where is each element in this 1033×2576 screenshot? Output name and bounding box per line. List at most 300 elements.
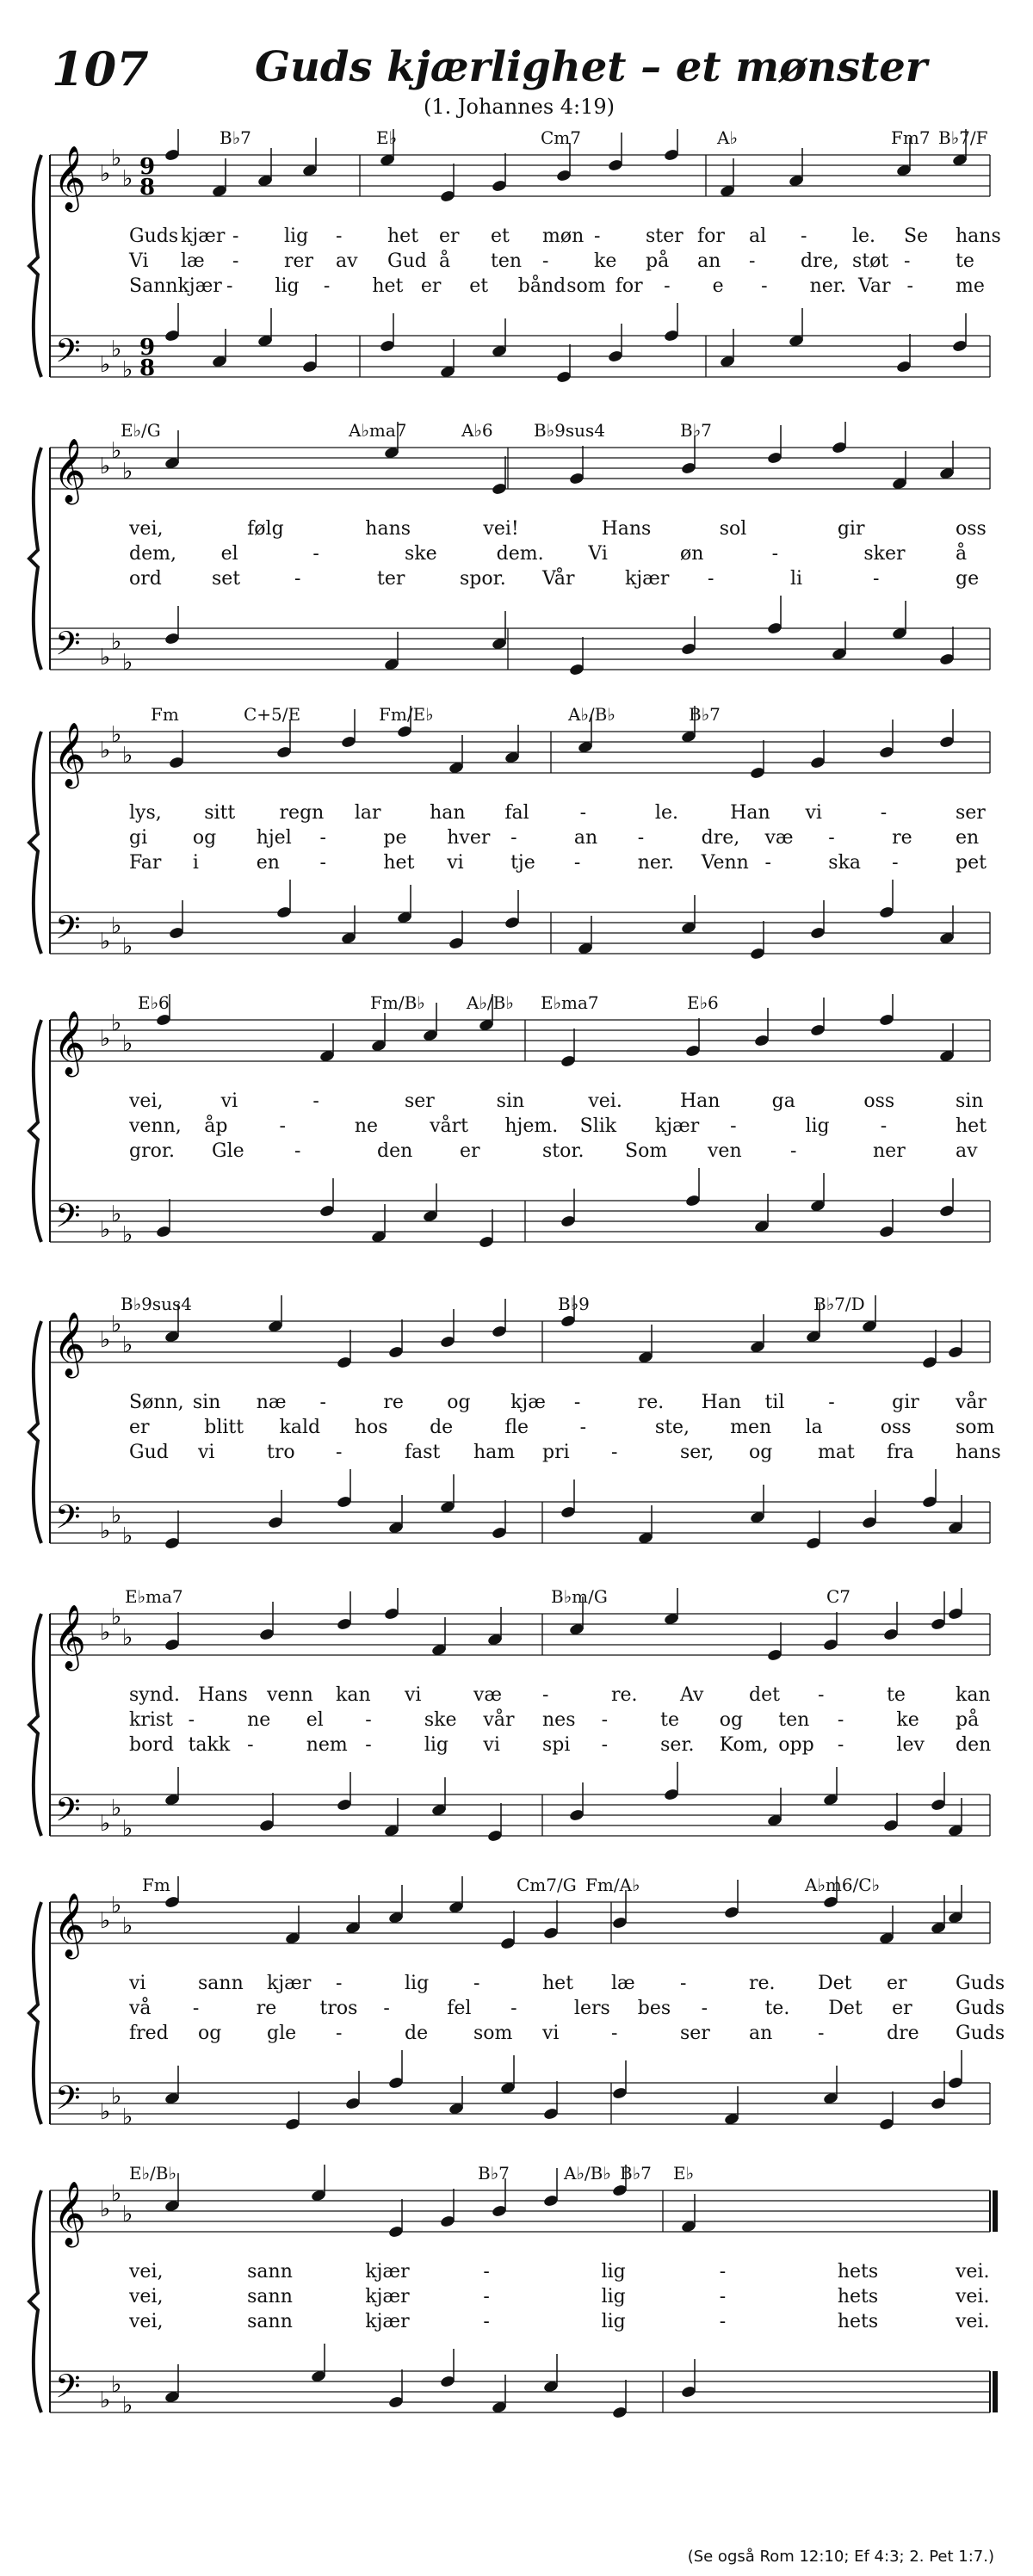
lyric-syllable: den	[956, 1734, 992, 1756]
chord-symbol: E♭/B♭	[129, 2163, 176, 2184]
lyric-syllable: hets	[837, 2261, 879, 2283]
lyric-syllable: re.	[749, 1973, 776, 1994]
chord-symbol: B♭9sus4	[534, 420, 605, 441]
lyric-syllable: vei,	[129, 518, 164, 540]
lyric-syllable: de	[430, 1417, 454, 1438]
bass-note	[285, 2091, 301, 2131]
lyric-syllable: læ	[181, 250, 205, 272]
lyric-syllable: nem	[306, 1734, 348, 1756]
note	[810, 998, 826, 1037]
bass-note	[638, 1505, 654, 1545]
svg-text:♭: ♭	[100, 1908, 111, 1934]
lyric-syllable: re	[256, 1998, 277, 2019]
svg-text:♭: ♭	[100, 1620, 111, 1646]
lyric-syllable: -	[510, 827, 517, 849]
bass-key-signature	[100, 2084, 133, 2130]
lyric-syllable: kjær	[365, 2286, 410, 2307]
note	[440, 1309, 456, 1349]
chord-symbol: B♭7	[220, 127, 251, 148]
note	[879, 994, 895, 1027]
treble-staff	[50, 732, 990, 773]
svg-text:♭: ♭	[111, 629, 122, 655]
svg-text:8: 8	[139, 355, 156, 381]
lyric-syllable: oss	[880, 1417, 912, 1438]
lyric-syllable: me	[956, 275, 985, 297]
lyric-syllable: vi	[198, 1442, 215, 1463]
svg-text:♭: ♭	[111, 1893, 122, 1918]
bass-note	[337, 1469, 353, 1509]
bass-clef-icon: 𝄢	[55, 1196, 81, 1243]
bass-key-signature	[100, 337, 133, 383]
lyric-syllable: -	[611, 2023, 618, 2044]
svg-text:♭: ♭	[122, 357, 133, 383]
lyric-syllable: lig	[601, 2311, 626, 2332]
treble-clef-icon: 𝄞	[53, 439, 86, 503]
svg-text:♭: ♭	[100, 1811, 111, 1837]
lyric-syllable: -	[336, 225, 343, 247]
lyric-syllable: -	[837, 1734, 844, 1756]
lyric-syllable: sann	[247, 2286, 293, 2307]
lyric-syllable: vei.	[956, 2286, 990, 2307]
lyric-syllable: la	[805, 1417, 823, 1438]
treble-staff	[50, 2190, 990, 2232]
lyric-syllable: re	[892, 827, 912, 849]
note	[569, 446, 585, 485]
chord-symbol: E♭	[376, 127, 398, 148]
lyric-syllable: vei,	[129, 1090, 164, 1112]
bass-note	[569, 637, 585, 676]
bass-clef-icon: 𝄢	[55, 331, 81, 378]
system-brace	[29, 1614, 41, 1836]
lyric-syllable: -	[828, 1392, 835, 1413]
bass-note	[810, 900, 826, 940]
svg-text:♭: ♭	[122, 1523, 133, 1549]
chord-symbol: B♭7	[680, 420, 712, 441]
svg-text:♭: ♭	[122, 1031, 133, 1057]
lyric-syllable: nes	[542, 1709, 576, 1731]
lyric-syllable: kald	[279, 1417, 321, 1438]
svg-text:♭: ♭	[122, 2104, 133, 2130]
lyric-syllable: tros	[319, 1998, 358, 2019]
chord-symbol: B♭7	[689, 704, 721, 725]
lyric-syllable: Guds	[956, 1998, 1005, 2019]
lyric-syllable: lig	[601, 2261, 626, 2283]
treble-clef-icon: 𝄞	[53, 1605, 86, 1669]
note	[371, 1013, 387, 1053]
note	[922, 1330, 938, 1369]
lyric-syllable: kjær	[365, 2261, 410, 2283]
bass-note	[479, 1209, 495, 1249]
note	[388, 1885, 405, 1924]
chord-symbol: Fm7	[891, 127, 931, 148]
lyric-syllable: -	[828, 827, 835, 849]
note	[302, 138, 319, 177]
lyric-syllable: fal	[504, 802, 529, 824]
lyric-syllable: ten	[778, 1709, 810, 1731]
chord-symbol: A♭m6/C♭	[805, 1875, 881, 1895]
lyric-syllable: -	[226, 275, 233, 297]
bass-note	[302, 334, 319, 374]
lyric-syllable: å	[956, 543, 968, 565]
lyric-syllable: oss	[863, 1090, 895, 1112]
lyric-syllable: kjær	[177, 275, 222, 297]
bass-note	[939, 627, 956, 666]
bass-note	[608, 324, 624, 363]
treble-staff	[50, 1614, 990, 1655]
bass-note	[879, 1199, 895, 1239]
lyric-syllable: bord	[129, 1734, 174, 1756]
lyric-syllable: gror.	[129, 1140, 175, 1162]
bass-note	[543, 2081, 560, 2121]
lyric-syllable: ke	[594, 250, 617, 272]
lyric-syllable: li	[790, 568, 803, 590]
lyric-syllable: Guds	[956, 2023, 1005, 2044]
bass-note	[492, 318, 508, 358]
lyric-syllable: te	[956, 250, 974, 272]
svg-text:♭: ♭	[122, 1222, 133, 1248]
lyric-syllable: støt	[852, 250, 889, 272]
lyric-syllable: Vi	[588, 543, 608, 565]
note	[388, 2199, 405, 2239]
svg-text:♭: ♭	[122, 934, 133, 960]
lyric-syllable: rer	[284, 250, 314, 272]
bass-note	[750, 1485, 766, 1524]
note	[750, 1314, 766, 1354]
note	[939, 441, 956, 480]
treble-staff	[50, 155, 990, 196]
lyric-syllable: Var	[858, 275, 891, 297]
lyric-syllable: le.	[852, 225, 876, 247]
chord-symbol: A♭/B♭	[564, 2163, 611, 2184]
svg-text:♭: ♭	[100, 2099, 111, 2125]
lyric-syllable: -	[701, 1998, 708, 2019]
note	[448, 1876, 465, 1914]
svg-text:♭: ♭	[100, 352, 111, 378]
note	[681, 436, 697, 475]
note	[448, 735, 465, 775]
svg-text:♭: ♭	[100, 2388, 111, 2413]
lyric-syllable: -	[771, 543, 779, 565]
lyric-syllable: krist	[129, 1709, 174, 1731]
lyric-syllable: -	[294, 1140, 301, 1162]
note	[664, 129, 680, 162]
treble-time-signature: 9	[139, 154, 156, 180]
music-system	[0, 1876, 1033, 2169]
svg-text:♭: ♭	[122, 1913, 133, 1939]
lyric-syllable: -	[483, 2286, 490, 2307]
lyric-syllable: -	[319, 852, 326, 874]
lyric-syllable: pri	[542, 1442, 570, 1463]
lyric-syllable: Hans	[198, 1684, 248, 1706]
lyric-syllable: Gud	[387, 250, 427, 272]
svg-text:♭: ♭	[111, 1795, 122, 1821]
lyric-syllable: het	[372, 275, 404, 297]
note	[492, 1299, 508, 1338]
treble-key-signature	[100, 1604, 133, 1651]
bass-note	[685, 1168, 702, 1208]
lyric-syllable: -	[232, 250, 239, 272]
lyric-syllable: -	[818, 2023, 825, 2044]
svg-text:♭: ♭	[111, 337, 122, 362]
lyric-syllable: hver	[447, 827, 491, 849]
system-brace	[29, 1902, 41, 2124]
bass-note	[487, 1803, 504, 1843]
lyric-syllable: væ	[764, 827, 794, 849]
lyric-syllable: -	[719, 2286, 727, 2307]
bass-note	[448, 911, 465, 950]
bass-note	[156, 1199, 172, 1239]
bass-staff	[50, 1795, 990, 1836]
lyric-syllable: Sønn,	[129, 1392, 184, 1413]
lyric-syllable: -	[473, 1973, 480, 1994]
svg-text:♭: ♭	[111, 438, 122, 464]
bass-note	[681, 895, 697, 935]
lyric-syllable: bes	[637, 1998, 671, 2019]
svg-text:♭: ♭	[100, 645, 111, 670]
system-brace	[29, 2190, 41, 2412]
lyric-syllable: -	[680, 1973, 687, 1994]
bass-note	[380, 313, 396, 353]
lyric-syllable: kjær	[267, 1973, 312, 1994]
chord-symbol: E♭	[673, 2163, 695, 2184]
note	[724, 1880, 740, 1919]
note	[492, 456, 508, 496]
treble-key-signature	[100, 722, 133, 769]
lyric-syllable: -	[637, 827, 645, 849]
bass-clef-icon: 𝄢	[55, 2367, 81, 2413]
chord-symbol: B♭9sus4	[121, 1294, 192, 1314]
treble-key-signature	[100, 2181, 133, 2227]
lyric-syllable: -	[579, 802, 587, 824]
note	[767, 425, 783, 465]
lyric-syllable: -	[336, 1442, 343, 1463]
note	[440, 164, 456, 203]
lyric-syllable: sann	[247, 2261, 293, 2283]
lyric-syllable: vi	[220, 1090, 238, 1112]
bass-note	[500, 2055, 516, 2095]
svg-text:♭: ♭	[111, 145, 122, 171]
lyric-syllable: å	[439, 250, 451, 272]
lyric-syllable: -	[880, 1115, 888, 1137]
note	[257, 148, 274, 188]
lyric-syllable: og	[192, 827, 217, 849]
chord-symbol: A♭ma7	[349, 420, 407, 441]
lyric-syllable: ham	[473, 1442, 516, 1463]
bass-note	[724, 2086, 740, 2126]
lyric-syllable: i	[192, 852, 199, 874]
lyric-syllable: gle	[267, 2023, 297, 2044]
lyric-syllable: ska	[828, 852, 862, 874]
lyric-syllable: vei.	[956, 2261, 990, 2283]
bass-time-signature: 9	[139, 335, 156, 361]
bass-note	[823, 1767, 839, 1807]
lyric-syllable: re	[383, 1392, 404, 1413]
bass-note	[767, 1788, 783, 1827]
lyric-syllable: -	[904, 250, 911, 272]
svg-text:♭: ♭	[122, 2393, 133, 2418]
bass-note	[952, 313, 968, 353]
bass-note	[337, 1772, 353, 1812]
bass-note	[164, 1767, 181, 1807]
lyric-syllable: lar	[354, 802, 381, 824]
footnote: (Se også Rom 12:10; Ef 4:3; 2. Pet 1:7.)	[687, 2548, 994, 2566]
system-brace	[29, 732, 41, 954]
lyric-syllable: sin	[192, 1392, 221, 1413]
note	[543, 1900, 560, 1940]
bass-key-signature	[100, 1503, 133, 1549]
lyric-syllable: lig	[405, 1973, 430, 1994]
lyric-syllable: ser,	[680, 1442, 714, 1463]
lyric-syllable: -	[837, 1709, 844, 1731]
lyric-syllable: lig	[284, 225, 309, 247]
lyric-syllable: -	[336, 1973, 343, 1994]
lyric-syllable: vei,	[129, 2286, 164, 2307]
note	[681, 2194, 697, 2233]
lyric-syllable: ner.	[809, 275, 846, 297]
lyric-syllable: hjem.	[504, 1115, 559, 1137]
note	[500, 1911, 516, 1950]
lyric-syllable: vei,	[129, 2261, 164, 2283]
music-system	[0, 1588, 1033, 1881]
lyric-syllable: kjæ	[510, 1392, 546, 1413]
lyric-syllable: sann	[198, 1973, 244, 1994]
lyric-syllable: gi	[129, 827, 148, 849]
svg-text:♭: ♭	[111, 1010, 122, 1036]
note	[560, 1029, 577, 1068]
bass-note	[664, 1762, 680, 1801]
lyric-syllable: set	[212, 568, 241, 590]
svg-text:♭: ♭	[100, 454, 111, 479]
bass-note	[922, 1469, 938, 1509]
chord-symbol: A♭/B♭	[467, 992, 514, 1013]
lyric-syllable: -	[708, 568, 714, 590]
note	[879, 720, 895, 759]
lyric-syllable: el	[306, 1709, 324, 1731]
lyric-syllable: ske	[405, 543, 437, 565]
bass-note	[276, 880, 293, 919]
treble-key-signature	[100, 438, 133, 485]
lyric-syllable: en	[256, 852, 280, 874]
hymn-title: Guds kjærlighet – et mønster	[255, 43, 928, 91]
chord-symbol: A♭6	[461, 420, 493, 441]
note	[487, 1607, 504, 1646]
lyric-syllable: -	[365, 1734, 372, 1756]
lyric-syllable: -	[611, 1442, 618, 1463]
lyric-syllable: -	[542, 250, 549, 272]
bass-key-signature	[100, 1202, 133, 1248]
bass-note	[939, 905, 956, 945]
bass-note	[492, 2375, 508, 2414]
lyric-syllable: tro	[267, 1442, 295, 1463]
lyric-syllable: til	[764, 1392, 785, 1413]
note	[720, 158, 736, 198]
lyric-syllable: vi	[405, 1684, 422, 1706]
note	[948, 1885, 964, 1924]
note	[823, 1612, 839, 1652]
lyric-syllable: vi	[129, 1973, 146, 1994]
lyric-syllable: an	[749, 2023, 773, 2044]
bass-note	[754, 1194, 770, 1233]
svg-text:♭: ♭	[100, 1026, 111, 1052]
svg-text:♭: ♭	[100, 1217, 111, 1243]
treble-key-signature	[100, 1312, 133, 1358]
lyric-syllable: åp	[204, 1115, 228, 1137]
note	[939, 709, 956, 749]
bass-note	[257, 308, 274, 348]
bass-note	[492, 611, 508, 651]
bass-note	[948, 1798, 964, 1838]
bass-note	[311, 2344, 327, 2383]
lyric-syllable: sitt	[204, 802, 236, 824]
lyric-syllable: -	[892, 852, 899, 874]
lyric-syllable: -	[323, 275, 331, 297]
lyric-syllable: -	[279, 1115, 286, 1137]
lyric-syllable: -	[336, 2023, 343, 2044]
svg-text:♭: ♭	[111, 913, 122, 939]
lyric-syllable: re.	[637, 1392, 665, 1413]
lyric-syllable: men	[730, 1417, 772, 1438]
lyric-syllable: er	[887, 1973, 907, 1994]
lyric-syllable: en	[956, 827, 980, 849]
lyric-syllable: er	[439, 225, 460, 247]
bass-staff	[50, 336, 990, 377]
note	[931, 1591, 947, 1631]
note	[608, 133, 624, 172]
bass-note	[492, 1500, 508, 1540]
lyric-syllable: ser	[405, 1090, 435, 1112]
treble-clef-icon: 𝄞	[53, 1313, 86, 1376]
bass-note	[569, 1782, 585, 1822]
svg-text:♭: ♭	[111, 1604, 122, 1630]
lyric-syllable: og	[198, 2023, 222, 2044]
chord-symbol: A♭	[717, 127, 738, 148]
lyric-syllable: fle	[504, 1417, 529, 1438]
lyric-syllable: og	[719, 1709, 744, 1731]
lyric-syllable: tje	[510, 852, 535, 874]
bass-note	[431, 1777, 448, 1817]
hymn-number: 107	[52, 41, 149, 96]
chord-symbol: A♭/B♭	[568, 704, 615, 725]
lyric-syllable: Slik	[579, 1115, 617, 1137]
lyric-syllable: ne	[354, 1115, 379, 1137]
lyric-syllable: het	[387, 225, 419, 247]
lyric-syllable: og	[447, 1392, 471, 1413]
lyric-syllable: vi	[805, 802, 822, 824]
lyric-syllable: han	[430, 802, 466, 824]
bass-note	[896, 334, 912, 374]
note	[337, 1330, 353, 1369]
music-system	[0, 994, 1033, 1287]
svg-text:♭: ♭	[100, 1327, 111, 1353]
music-system	[0, 1295, 1033, 1588]
bass-note	[939, 1178, 956, 1218]
lyric-syllable: -	[579, 1417, 587, 1438]
note	[164, 1612, 181, 1652]
lyric-syllable: pet	[956, 852, 987, 874]
lyric-syllable: Guds	[129, 225, 179, 247]
lyric-syllable: fra	[887, 1442, 914, 1463]
system-brace	[29, 448, 41, 670]
bass-note	[440, 2349, 456, 2388]
note	[337, 1591, 353, 1631]
lyric-syllable: hets	[837, 2286, 879, 2307]
chord-symbol: Fm	[142, 1875, 170, 1895]
lyric-syllable: -	[319, 827, 326, 849]
bass-note	[164, 2364, 181, 2404]
note	[556, 143, 572, 182]
lyric-syllable: vår	[483, 1709, 515, 1731]
bass-note	[879, 2091, 895, 2131]
